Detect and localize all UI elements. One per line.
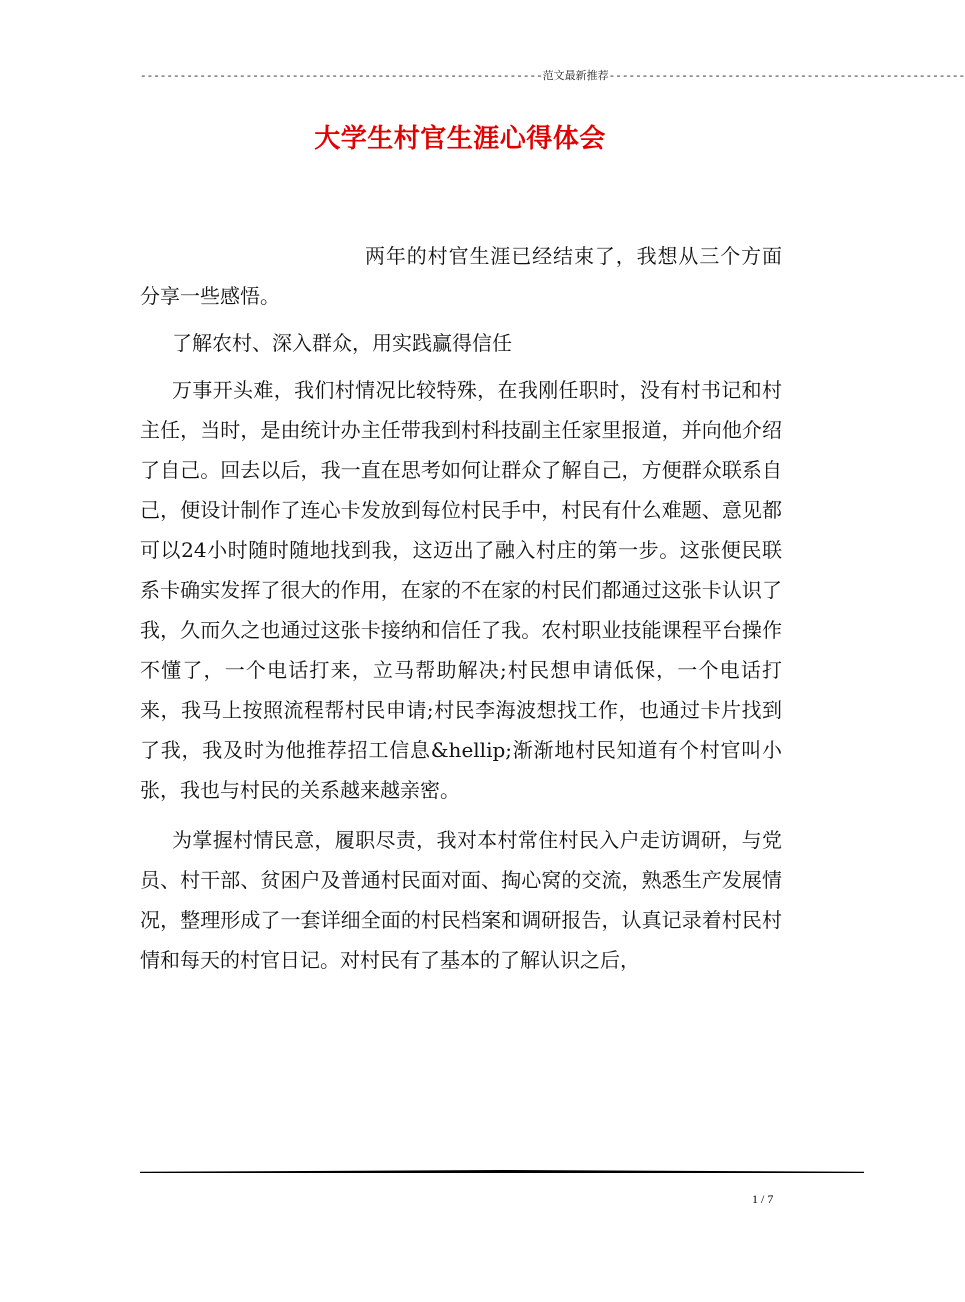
document-body	[140, 236, 782, 987]
page-number: 1 / 7	[752, 1192, 774, 1206]
header-banner: -------------------------------------------------------------范文最新推荐------------------------------------------------------	[140, 71, 965, 83]
intro-paragraph: 两年的村官生涯已经结束了，我想从三个方面分享一些感悟。	[140, 244, 782, 308]
body-paragraph: 万事开头难，我们村情况比较特殊，在我刚任职时，没有村书记和村主任，当时，是由统计办主任带我到村科技副主任家里报道，并向他介绍了自己。回去以后，我一直在思考如何让群众了解自己，方便群众联系自己，便设计制作了连心卡发放到每位村民手中，村民有什么难题、意见都可以24小时随时随地找到我，这迈出了融入村庄的第一步。这张便民联系卡确实发挥了很大的作用，在家的不在家的村民们都通过这张卡认识了我，久而久之也通过这张卡接纳和信任了我。农村职业技能课程平台操作不懂了，一个电话打来，立马帮助解决;村民想申请低保，一个电话打来，我马上按照流程帮村民申请;村民李海波想找工作，也通过卡片找到了我，我及时为他推荐招工信息&hellip;渐渐地村民知道有个村官叫小张，我也与村民的关系越来越亲密。	[140, 378, 782, 802]
document-title: 大学生村官生涯心得体会	[314, 124, 606, 154]
footer-rule-thick	[140, 1170, 864, 1176]
body-paragraph: 为掌握村情民意，履职尽责，我对本村常住村民入户走访调研，与党员、村干部、贫困户及普通村民面对面、掏心窝的交流，熟悉生产发展情况，整理形成了一套详细全面的村民档案和调研报告，认真记录着村民村情和每天的村官日记。对村民有了基本的了解认识之后，	[140, 828, 782, 972]
section-heading: 了解农村、深入群众，用实践赢得信任	[172, 331, 512, 355]
